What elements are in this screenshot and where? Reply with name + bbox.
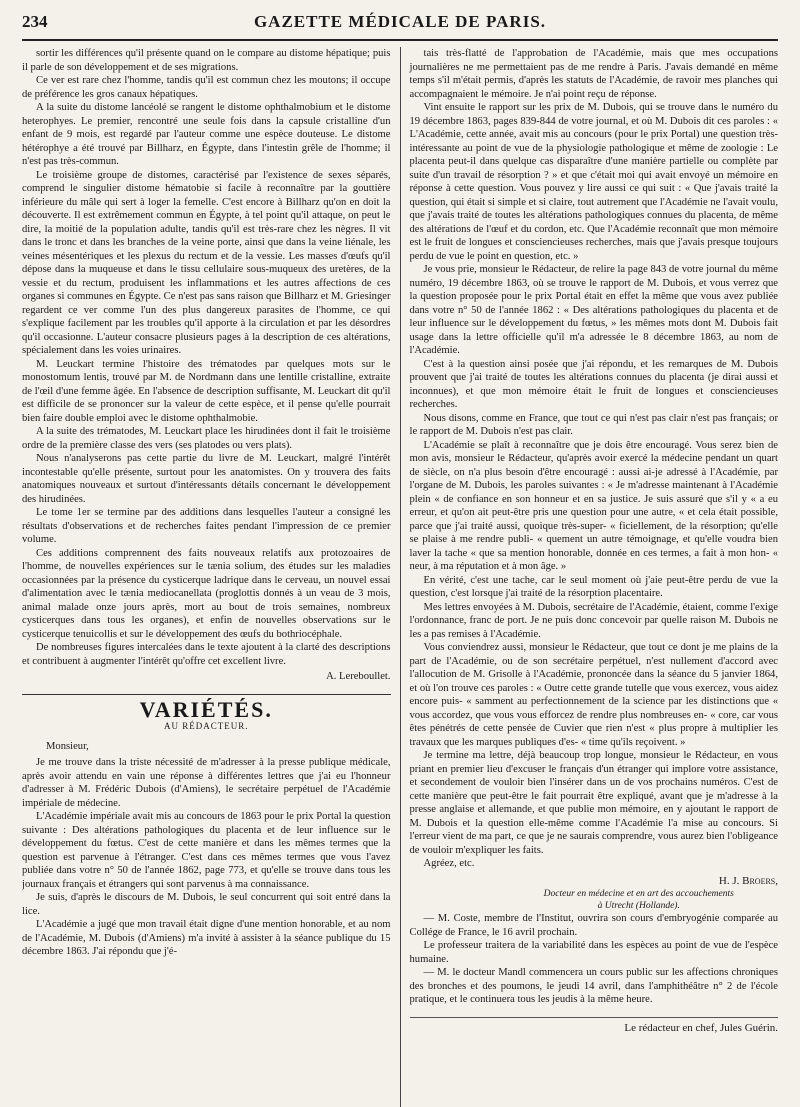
letter-paragraph: L'Académie se plaît à reconnaître que je dois être encouragé. Vous serez bien de mon avis, monsieur le Rédacteur, qu'après avoir exercé la médecine pendant un quart de siècle, on n'a plus besoin d'être encouragé : aussi ai-je adressé à l'Académie, par l'organe de M. Dubois, les paroles suivantes : « Je m'adresse maintenant à l'Académie plein « de confiance en son honneur et en sa justice. Je suis assuré que s'il y « a eu erreur, et qu'on ait peut-être pris une question pour une autre, « et cela était possible, parce que j'ai traité aussi, quoique très-super- « ficiellement, de la résorption; qu'elle se plaise à me rendre publi- « quement un autre témoignage, et qu'elle voudra bien laver la tache « que sa mention honorable, donnée en ces termes, a fait à mon hon- « neur, à ma réputation et à mon âge. » bbox=[409, 439, 778, 572]
letter-salutation: Monsieur, bbox=[46, 740, 89, 752]
signature-location: à Utrecht (Hollande). bbox=[597, 901, 680, 911]
paragraph: Ces additions comprennent des faits nouveaux relatifs aux protozoaires de l'homme, de nouvelles expériences sur le tænia solium, des études sur les maladies occasionnées par la présence du cysticerque ladrique dans le cerveau, un nouvel essai d'alimentation avec le tænia mediocanellata (proglottis donnés à un veau de 3 mois, animal malade onze jours après, mort au bout de trois semaines, nombreux cysticerques dans tous les organes), et enfin de nouvelles observations sur le cysticerque tenuicollis et sur le développement des œufs du bothriocéphale. bbox=[22, 547, 391, 640]
right-column bbox=[400, 47, 779, 1107]
news-item: Le professeur traitera de la variabilité dans les espèces au point de vue de l'espèce humaine. bbox=[409, 940, 778, 965]
news-item: — M. le docteur Mandl commencera un cours public sur les affections chroniques des bronches et des poumons, le jeudi 14 avril, dans l'amphithéâtre n° 2 de l'école pratique, et le continuera tous les jeudis à la même heure. bbox=[409, 967, 778, 1005]
paragraph: De nombreuses figures intercalées dans le texte ajoutent à la clarté des descriptions et contribuent à augmenter l'intérêt qu'offre cet excellent livre. bbox=[22, 642, 391, 667]
paragraph: A la suite des trématodes, M. Leuckart place les hirudinées dont il fait le troisième ordre de la première classe des vers (ses platodes ou vers plats). bbox=[22, 426, 391, 451]
letter-paragraph: L'Académie impériale avait mis au concours de 1863 pour le prix Portal la question suivante : Des altérations pathologiques du placenta et de leur influence sur le développement du fœtus. C'est de cette manière et dans les mêmes termes que la question est parvenue à l'étranger. C'est dans ces mêmes termes que vous l'avez publiée dans votre n° 50 de l'année 1862, page 773, et qu'elle se trouve dans tous les journaux français et étrangers qui sont parvenus à ma connaissance. bbox=[22, 811, 391, 890]
section-title: VARIÉTÉS. bbox=[139, 696, 273, 722]
letter-paragraph: C'est à la question ainsi posée que j'ai répondu, et les remarques de M. Dubois prouvent que j'ai traité de toutes les altérations connues du placenta (je dirai aussi et inconnues), et que mon mémoire était le fruit de longues et consciencieuses recherches. bbox=[409, 358, 778, 410]
signature-name: H. J. Broers, bbox=[718, 874, 778, 887]
page-header bbox=[22, 12, 778, 41]
letter-paragraph: Mes lettres envoyées à M. Dubois, secrétaire de l'Académie, étaient, comme l'exige l'ordonnance, franc de port. Je ne puis donc concevoir par quelle raison M. Dubois ne les a pas remises à l'Académie. bbox=[409, 601, 778, 640]
letter-paragraph: Vint ensuite le rapport sur les prix de M. Dubois, qui se trouve dans le numéro du 19 décembre 1863, pages 839-844 de votre journal, et où M. Dubois dit ces paroles : « L'Académie, cette année, avait mis au concours (pour le prix Portal) une question très-intéressante au point de vue de la physiologie pathologique et même de zoologie : Le placenta peut-il dans quelque cas disparaître d'une manière partielle ou complète par suite d'un travail de résorption ? » et que c'était moi qui avait envoyé un mémoire en réponse à cette question. Vous pouvez y lire aussi ce qui suit : « Que j'avais traité la question, qui était si simple et si claire, tout autrement que l'Académie ne l'avait voulu, que j'avais traité de toutes les altérations pathologiques connues du placenta, de même des altérations de l'œuf et du cordon, etc. Que l'Académie reconnaît que mon mémoire est le fruit de longues et consciencieuses recherches, mais que j'avais presque toujours perdu de vue le point en question, etc. » bbox=[409, 102, 778, 262]
letter-paragraph: tais très-flatté de l'approbation de l'Académie, mais que mes occupations journalières ne me permettaient pas de me rendre à Paris. J'avais demandé en même temps s'il m'était permis, d'après les statuts de l'Académie, de ravoir mes planches qui accompagnaient le mémoire. Je n'ai point reçu de réponse. bbox=[409, 48, 778, 100]
letter-paragraph: Je me trouve dans la triste nécessité de m'adresser à la presse publique médicale, après avoir attendu en vain une réponse à différentes lettres que j'ai eu l'honneur d'adresser à M. Frédéric Dubois (d'Amiens), le secrétaire perpétuel de l'Académie impériale de médecine. bbox=[22, 757, 391, 809]
paragraph: M. Leuckart termine l'histoire des trématodes par quelques mots sur le monostomum lentis, trouvé par M. de Nordmann dans une lentille cristalline, extraite de l'œil d'une femme âgée. En l'absence de description suffisante, M. Leuckart dit qu'il est difficile de se prononcer sur la valeur de cette espèce, et il pense qu'elle pourrait bien faire double emploi avec le distome ophthalmobie. bbox=[22, 358, 391, 424]
left-column bbox=[22, 47, 400, 1107]
letter-paragraph: En vérité, c'est une tache, car le seul moment où j'aie peut-être perdu de vue la question, c'est lorsque j'ai traité de la résorption placentaire. bbox=[409, 574, 778, 599]
letter-paragraph: Vous conviendrez aussi, monsieur le Rédacteur, que tout ce dont je me plains de la part de l'Académie, ou de son secrétaire perpétuel, n'est nullement d'accord avec l'allocution de M. Grisolle à l'Académie, prononcée dans la séance du 5 janvier 1864, et où l'on trouve ces paroles : « Outre cette grande tutelle que vous exercez, vous aidez encore puis- « samment au perfectionnement de la science par les distinctions que « vous accordez, que vous vous efforcez de rendre plus nombreuses en- « core, car vous êtes pénétrés de cette pensée de Cuvier que rien n'est « plus propre à multiplier les travaux que les marques publiques d'es- « time qu'ils reçoivent. » bbox=[409, 642, 778, 748]
letter-paragraph: Nous disons, comme en France, que tout ce qui n'est pas clair n'est pas français; or le rapport de M. Dubois n'est pas clair. bbox=[409, 412, 778, 437]
paragraph: sortir les différences qu'il présente quand on le compare au distome hépatique; puis il parle de son développement et de ses migrations. bbox=[22, 48, 391, 73]
editor-signature: Le rédacteur en chef, Jules Guérin. bbox=[410, 1017, 779, 1036]
review-text bbox=[22, 47, 391, 668]
letter-paragraph: Je vous prie, monsieur le Rédacteur, de relire la page 843 de votre journal du même numéro, 19 décembre 1863, où se trouve le rapport de M. Dubois, et vous verrez que la question proposée pour le prix Portal était en effet la même que vous avez publiée dans votre n° 50 de l'année 1862 : « Des altérations pathologiques du placenta et de leur influence sur le développement du fœtus, » les mêmes mots dont M. Dubois fait usage dans la lettre officielle qu'il m'a adressée le 8 décembre 1863, au nom de l'Académie. bbox=[409, 264, 778, 356]
paragraph: Nous n'analyserons pas cette partie du livre de M. Leuckart, malgré l'intérêt incontestable qu'elle présente, surtout pour les anatomistes. On y trouvera des faits anatomiques nouveaux et surtout d'intéressants détails concernant le développement des hirudinées. bbox=[22, 453, 391, 505]
signature-title: Docteur en médecine et en art des accouchements bbox=[543, 889, 734, 899]
letter-paragraph: Je suis, d'après le discours de M. Dubois, le seul concurrent qui soit entré dans la lice. bbox=[22, 892, 391, 917]
section-subtitle: AU RÉDACTEUR. bbox=[164, 721, 249, 731]
letter-paragraph: Agréez, etc. bbox=[423, 858, 475, 869]
review-signature: A. Lereboullet. bbox=[326, 671, 391, 682]
news-item: — M. Coste, membre de l'Institut, ouvrira son cours d'embryogénie comparée au Collége de France, le 16 avril prochain. bbox=[409, 913, 778, 938]
paragraph: Le troisième groupe de distomes, caractérisé par l'existence de sexes séparés, comprend le singulier distome hématobie si facile à reconnaître par la gouttière inférieure du mâle qui sert à loger la femelle. C'est encore à Billharz qu'on en doit la découverte. Il est extrêmement commun en Égypte, à tel point qu'il attaque, on peut le dire, la moitié de la population adulte, tandis qu'il est très-rare chez les nègres. Il vit dans le tronc et dans les branches de la veine porte, ainsi que dans la veine liénale, les veines mésentériques et les plexus du rectum et de la vessie. Les masses d'œufs qu'il dépose dans la muqueuse et dans le tissu cellulaire sous-muqueux des uretères, de la vessie et du rectum, produisent les inflammations et les autres affections de ces organes si communes en Égypte. Ce n'est pas sans raison que Billharz et M. Griesinger regardent ce ver comme l'un des plus dangereux parasites de l'homme, ce qui s'explique facilement par les troubles qu'il apporte à la circulation et par les désordres qu'il occasionne. L'auteur consacre plusieurs pages à la description de ces altérations, spécialement dans les voies urinaires. bbox=[22, 169, 391, 356]
paragraph: A la suite du distome lancéolé se rangent le distome ophthalmobium et le distome heterophyes. Le premier, rencontré une seule fois dans la capsule cristalline d'un enfant de 9 mois, est regardé par l'auteur comme une espèce douteuse. Le distome hétérophye a été trouvé par Billharz, en Égypte, dans l'intestin grêle de l'homme; il n'est pas très-commun. bbox=[22, 102, 391, 167]
paragraph: Le tome 1er se termine par des additions dans lesquelles l'auteur a consigné les résultats d'observations et de recherches faites pendant l'impression de ce premier volume. bbox=[22, 507, 391, 545]
letter-signature bbox=[410, 875, 779, 889]
section-divider bbox=[22, 694, 391, 695]
letter-paragraph: L'Académie a jugé que mon travail était digne d'une mention honorable, et au nom de l'Académie, M. Dubois (d'Amiens) m'a invité à assister à la séance publique du 15 décembre 1863. J'ai répondu que j'é- bbox=[22, 919, 391, 957]
paragraph: Ce ver est rare chez l'homme, tandis qu'il est commun chez les moutons; il occupe de préférence les gros canaux hépatiques. bbox=[22, 75, 391, 100]
masthead-title: GAZETTE MÉDICALE DE PARIS. bbox=[253, 12, 547, 31]
letter-paragraph: Je termine ma lettre, déjà beaucoup trop longue, monsieur le Rédacteur, en vous priant en premier lieu d'excuser le français d'un étranger qui implore votre assistance, et secondement de vouloir bien l'insérer dans un de vos prochains numéros. C'est de cette manière que peut-être le fait pourrait être expliqué, avant que je m'adresse à la presse anglaise et allemande, et que publie mon mémoire, en y ajoutant le rapport de M. Dubois et la question elle-même comme l'Académie l'a mise au concours. Si l'erreur vient de ma part, ce que je ne saurais comprendre, vous aurez bien l'obligeance de vouloir m'expliquer les faits. bbox=[409, 750, 778, 856]
text-columns bbox=[22, 47, 778, 1107]
page-number: 234 bbox=[22, 12, 48, 31]
